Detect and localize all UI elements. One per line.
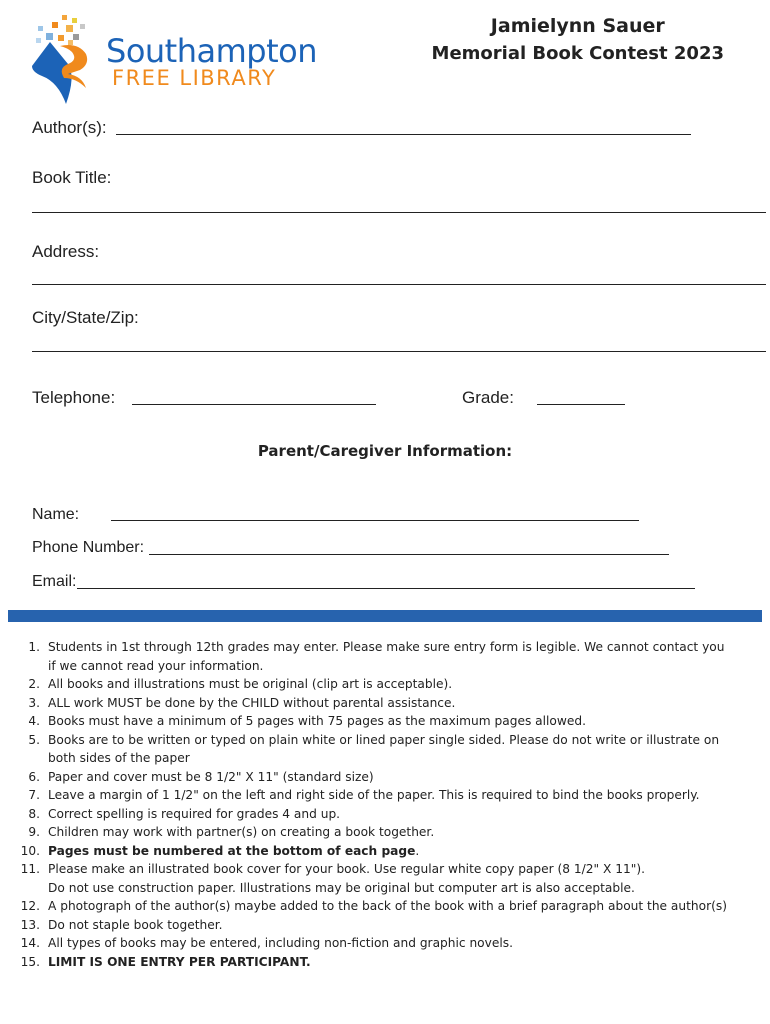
library-logo-name: Southampton bbox=[106, 32, 317, 70]
rule-item: 13. Do not staple book together. bbox=[20, 917, 223, 932]
parent-name-input-line[interactable] bbox=[111, 520, 639, 521]
grade-label: Grade: bbox=[462, 388, 514, 407]
address-input-line[interactable] bbox=[32, 284, 766, 285]
telephone-input-line[interactable] bbox=[132, 404, 376, 405]
rule-item: 6. Paper and cover must be 8 1/2" X 11" (standard size) bbox=[28, 769, 374, 784]
parent-phone-label: Phone Number: bbox=[32, 539, 145, 556]
book-title-label: Book Title: bbox=[32, 168, 112, 187]
section-divider bbox=[8, 610, 762, 622]
library-logo-mark bbox=[28, 12, 108, 108]
rule-item: 8. Correct spelling is required for grades 4 and up. bbox=[28, 806, 341, 821]
rule-item: 5. Books are to be written or typed on plain white or lined paper single sided. Please do not write or illustrate on both sides of the paper bbox=[28, 732, 720, 765]
contest-title bbox=[432, 12, 724, 68]
rule-item: 9. Children may work with partner(s) on creating a book together. bbox=[28, 825, 435, 839]
book-title-input-line[interactable] bbox=[32, 212, 766, 213]
parent-name-label: Name: bbox=[32, 506, 80, 523]
rule-item: 4. Books must have a minimum of 5 pages with 75 pages as the maximum pages allowed. bbox=[28, 714, 586, 728]
grade-input-line[interactable] bbox=[537, 404, 625, 405]
contest-rules-list bbox=[10, 638, 730, 971]
parent-info-heading: Parent/Caregiver Information: bbox=[257, 442, 513, 460]
contest-title-line1: Jamielynn Sauer bbox=[490, 15, 665, 37]
address-label: Address: bbox=[32, 242, 100, 261]
rule-item: 11. Please make an illustrated book cover for your book. Use regular white copy paper (8 1/2" X 11"). Do not use construction paper. Illustrations may be original but computer art is also acceptable. bbox=[20, 862, 645, 895]
parent-email-label: Email: bbox=[32, 573, 77, 590]
parent-email-input-line[interactable] bbox=[77, 588, 695, 589]
city-state-zip-input-line[interactable] bbox=[32, 351, 766, 352]
city-state-zip-label: City/State/Zip: bbox=[32, 308, 139, 327]
rule-item: 1. Students in 1st through 12th grades may enter. Please make sure entry form is legible. We cannot contact you if we cannot read your information. bbox=[28, 640, 725, 673]
rule-item: 2. All books and illustrations must be original (clip art is acceptable). bbox=[28, 677, 453, 691]
rule-item: 7. Leave a margin of 1 1/2" on the left and right side of the paper. This is required to bind the books properly. bbox=[28, 788, 700, 802]
authors-input-line[interactable] bbox=[116, 134, 691, 135]
parent-phone-input-line[interactable] bbox=[149, 554, 669, 555]
rule-item: 15. LIMIT IS ONE ENTRY PER PARTICIPANT. bbox=[20, 954, 311, 969]
contest-title-line2: Memorial Book Contest 2023 bbox=[431, 43, 724, 64]
library-logo bbox=[28, 12, 338, 108]
library-logo-subtitle: FREE LIBRARY bbox=[112, 66, 277, 90]
rule-item: 10. Pages must be numbered at the bottom of each page. bbox=[20, 843, 420, 858]
rule-item: 3. ALL work MUST be done by the CHILD without parental assistance. bbox=[28, 695, 456, 710]
rule-item: 14. All types of books may be entered, including non-fiction and graphic novels. bbox=[20, 936, 513, 950]
rule-item: 12. A photograph of the author(s) maybe added to the back of the book with a brief paragraph about the author(s) bbox=[20, 899, 727, 913]
authors-label: Author(s): bbox=[32, 118, 107, 137]
telephone-label: Telephone: bbox=[32, 388, 116, 407]
